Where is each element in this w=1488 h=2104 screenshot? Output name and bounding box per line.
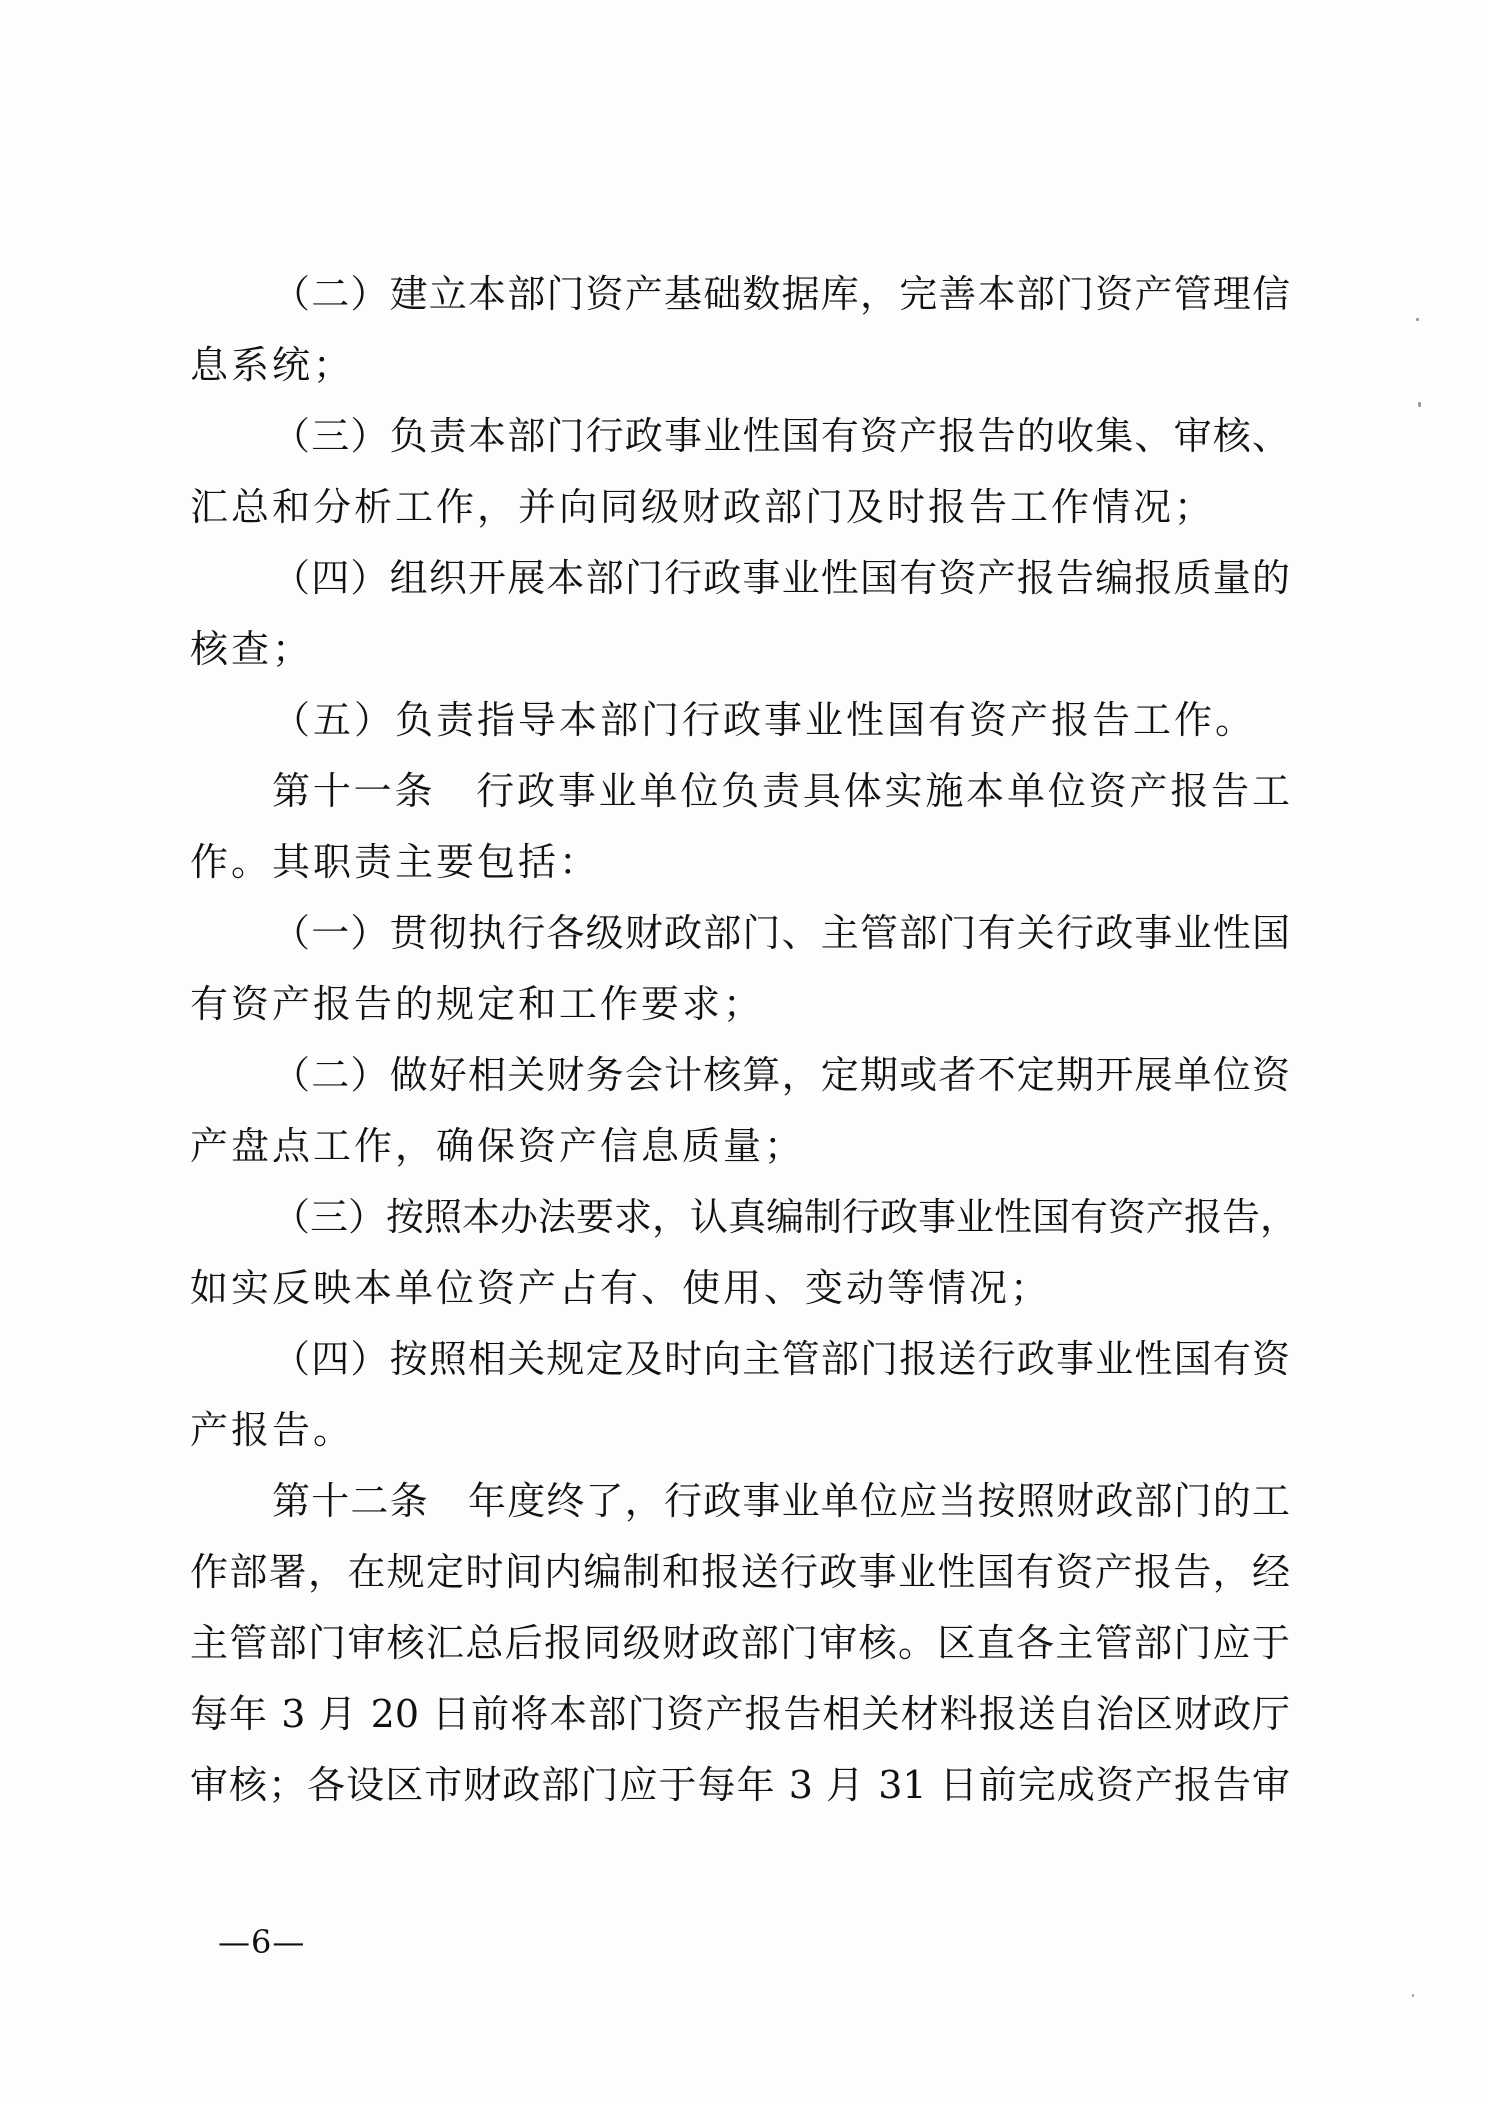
paragraph-line: 息系统；	[190, 343, 355, 387]
paragraph-line: （三）按照本办法要求，认真编制行政事业性国有资产报告，	[272, 1195, 1299, 1239]
paragraph-line: 作部署，在规定时间内编制和报送行政事业性国有资产报告，经	[190, 1550, 1290, 1594]
article-heading-line: 第十一条 行政事业单位负责具体实施本单位资产报告工	[272, 769, 1290, 813]
page-number: —6—	[218, 1923, 306, 1961]
paragraph-line: （四）组织开展本部门行政事业性国有资产报告编报质量的	[272, 556, 1290, 600]
scan-speck	[1416, 318, 1419, 321]
paragraph-line: （二）建立本部门资产基础数据库，完善本部门资产管理信	[272, 272, 1290, 316]
paragraph-line: （五）负责指导本部门行政事业性国有资产报告工作。	[272, 698, 1257, 742]
scan-speck	[1418, 402, 1421, 407]
paragraph-line: 主管部门审核汇总后报同级财政部门审核。区直各主管部门应于	[190, 1621, 1290, 1665]
paragraph-line: 汇总和分析工作，并向同级财政部门及时报告工作情况；	[190, 485, 1216, 529]
paragraph-line: 有资产报告的规定和工作要求；	[190, 982, 765, 1026]
article-heading-line: 第十二条 年度终了，行政事业单位应当按照财政部门的工	[272, 1479, 1290, 1523]
paragraph-line: 每年 3 月 20 日前将本部门资产报告相关材料报送自治区财政厅	[190, 1692, 1290, 1736]
paragraph-line: 审核；各设区市财政部门应于每年 3 月 31 日前完成资产报告审	[190, 1763, 1290, 1807]
paragraph-line: （三）负责本部门行政事业性国有资产报告的收集、审核、	[272, 414, 1290, 458]
paragraph-line: （一）贯彻执行各级财政部门、主管部门有关行政事业性国	[272, 911, 1290, 955]
paragraph-line: 作。其职责主要包括：	[190, 840, 601, 884]
paragraph-line: （四）按照相关规定及时向主管部门报送行政事业性国有资	[272, 1337, 1290, 1381]
paragraph-line: 如实反映本单位资产占有、使用、变动等情况；	[190, 1266, 1052, 1310]
paragraph-line: 核查；	[190, 627, 314, 671]
paragraph-line: 产盘点工作，确保资产信息质量；	[190, 1124, 806, 1168]
scan-speck	[1412, 1994, 1414, 1997]
paragraph-line: 产报告。	[190, 1408, 355, 1452]
paragraph-line: （二）做好相关财务会计核算，定期或者不定期开展单位资	[272, 1053, 1290, 1097]
